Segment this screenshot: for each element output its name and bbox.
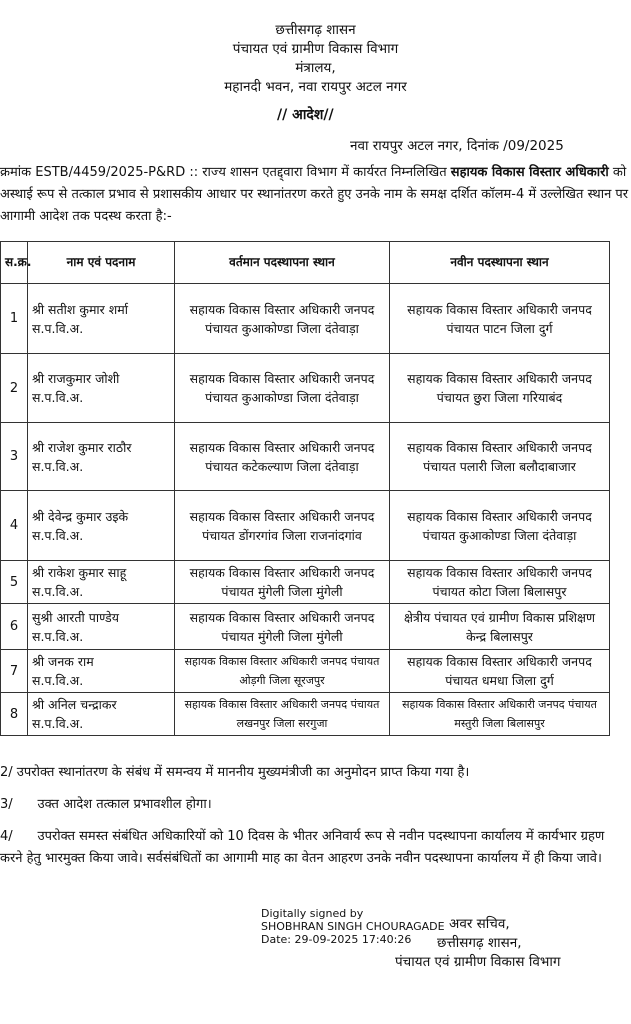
cell-current-posting: सहायक विकास विस्तार अधिकारी जनपद पंचायत कुआकोण्डा जिला दंतेवाड़ा [175,284,390,354]
officer-designation: स.प.वि.अ. [32,584,84,599]
officer-name: श्री जनक राम [32,654,94,669]
cell-sno: 8 [1,693,28,736]
table-row [1,284,610,354]
cell-name [28,604,175,650]
officer-name: श्री राकेश कुमार साहू [32,565,127,580]
cell-current-posting: सहायक विकास विस्तार अधिकारी जनपद पंचायत कटेकल्याण जिला दंतेवाड़ा [175,423,390,491]
header-sno: स.क्र. [1,242,28,284]
table-row [1,604,610,650]
officer-name: श्री सतीश कुमार शर्मा [32,301,128,317]
digital-signature-date: Date: 29-09-2025 17:40:26 [261,933,412,946]
header-line-department: पंचायत एवं ग्रामीण विकास विभाग [232,41,399,57]
officer-name: सुश्री आरती पाण्डेय [32,609,119,625]
officer-designation: स.प.वि.अ. [32,320,84,336]
officer-name: श्री अनिल चन्द्राकर [32,697,117,712]
cell-sno: 1 [1,284,28,354]
table-row [1,354,610,423]
cell-new-posting: सहायक विकास विस्तार अधिकारी जनपद पंचायत धमधा जिला दुर्ग [390,650,610,693]
header-line-address: महानदी भवन, नवा रायपुर अटल नगर [224,79,407,95]
table-row [1,423,610,491]
signatory-org-govt: छत्तीसगढ़ शासन, [437,935,522,951]
cell-new-posting: सहायक विकास विस्तार अधिकारी जनपद पंचायत पलारी जिला बलौदाबाजार [390,423,610,491]
cell-sno: 2 [1,354,28,423]
intro-paragraph [0,162,630,228]
officer-designation: स.प.वि.अ. [32,673,84,688]
point-3: 3/ उक्त आदेश तत्काल प्रभावशील होगा। [0,797,212,812]
header-new-posting: नवीन पदस्थापना स्थान [390,242,610,284]
cell-new-posting: सहायक विकास विस्तार अधिकारी जनपद पंचायत कुआकोण्डा जिला दंतेवाड़ा [390,491,610,561]
officer-name: श्री राजकुमार जोशी [32,371,120,386]
digital-signature-name: SHOBHRAN SINGH CHOURAGADE [261,920,445,933]
cell-name [28,561,175,604]
transfer-table [0,241,610,736]
cell-name [28,491,175,561]
cell-new-posting: सहायक विकास विस्तार अधिकारी जनपद पंचायत मस्तुरी जिला बिलासपुर [390,693,610,736]
cell-name [28,650,175,693]
cell-current-posting: सहायक विकास विस्तार अधिकारी जनपद पंचायत मुंगेली जिला मुंगेली [175,604,390,650]
cell-current-posting: सहायक विकास विस्तार अधिकारी जनपद पंचायत लखनपुर जिला सरगुजा [175,693,390,736]
intro-bold-post: सहायक विकास विस्तार अधिकारी [450,165,609,180]
cell-current-posting: सहायक विकास विस्तार अधिकारी जनपद पंचायत ओड़गी जिला सूरजपुर [175,650,390,693]
intro-text-2: को अस्थाई रूप से तत्काल प्रभाव से प्रशासकीय आधार पर स्थानांतरण करते हुए उनके नाम के समक्ष दर्शित कॉलम-4 में उल्लेखित स्थान पर आगामी आदेश तक पदस्थ करता है:- [0,165,629,224]
cell-current-posting: सहायक विकास विस्तार अधिकारी जनपद पंचायत कुआकोण्डा जिला दंतेवाड़ा [175,354,390,423]
cell-name [28,693,175,736]
point-2: 2/ उपरोक्त स्थानांतरण के संबंध में समन्वय में माननीय मुख्यमंत्रीजी का अनुमोदन प्राप्त किया गया है। [0,765,470,780]
officer-designation: स.प.वि.अ. [32,458,84,474]
cell-name [28,423,175,491]
intro-text-1: क्रमांक ESTB/4459/2025-P&RD :: राज्य शासन एतद्द्वारा विभाग में कार्यरत निम्नलिखित [0,165,451,180]
point-4: 4/ उपरोक्त समस्त संबंधित अधिकारियों को 10 दिवस के भीतर अनिवार्य रूप से नवीन पदस्थापना कार्यालय में कार्यभार ग्रहण करने हेतु भारमुक्त किया जावे। सर्वसंबंधितों का आगामी माह का वेतन आहरण उनके नवीन पदस्थापना कार्यालय में ही किया जावे। [0,829,609,866]
date-line: नवा रायपुर अटल नगर, दिनांक /09/2025 [350,138,564,154]
officer-name: श्री देवेन्द्र कुमार उइके [32,508,129,524]
cell-sno: 7 [1,650,28,693]
header-line-govt: छत्तीसगढ़ शासन [275,22,356,38]
cell-name [28,354,175,423]
cell-sno: 5 [1,561,28,604]
digital-signature-label: Digitally signed by [261,907,364,920]
table-row [1,561,610,604]
cell-new-posting: सहायक विकास विस्तार अधिकारी जनपद पंचायत कोटा जिला बिलासपुर [390,561,610,604]
cell-new-posting: सहायक विकास विस्तार अधिकारी जनपद पंचायत पाटन जिला दुर्ग [390,284,610,354]
table-header-row [1,242,610,284]
signatory-org-department: पंचायत एवं ग्रामीण विकास विभाग [395,954,561,970]
cell-new-posting: क्षेत्रीय पंचायत एवं ग्रामीण विकास प्रशिक्षण केन्द्र बिलासपुर [390,604,610,650]
cell-current-posting: सहायक विकास विस्तार अधिकारी जनपद पंचायत डोंगरगांव जिला राजनांदगांव [175,491,390,561]
cell-current-posting: सहायक विकास विस्तार अधिकारी जनपद पंचायत मुंगेली जिला मुंगेली [175,561,390,604]
officer-name: श्री राजेश कुमार राठौर [32,439,132,455]
cell-new-posting: सहायक विकास विस्तार अधिकारी जनपद पंचायत छुरा जिला गरियाबंद [390,354,610,423]
cell-sno: 4 [1,491,28,561]
officer-designation: स.प.वि.अ. [32,390,84,405]
signatory-title: अवर सचिव, [449,916,510,932]
header-current-posting: वर्तमान पदस्थापना स्थान [175,242,390,284]
header-name: नाम एवं पदनाम [28,242,175,284]
header-line-ministry: मंत्रालय, [295,60,336,76]
officer-designation: स.प.वि.अ. [32,628,84,644]
order-title: // आदेश// [277,107,334,123]
table-row [1,693,610,736]
cell-name [28,284,175,354]
table-row [1,491,610,561]
cell-sno: 6 [1,604,28,650]
officer-designation: स.प.वि.अ. [32,716,84,731]
table-row [1,650,610,693]
officer-designation: स.प.वि.अ. [32,527,84,543]
cell-sno: 3 [1,423,28,491]
